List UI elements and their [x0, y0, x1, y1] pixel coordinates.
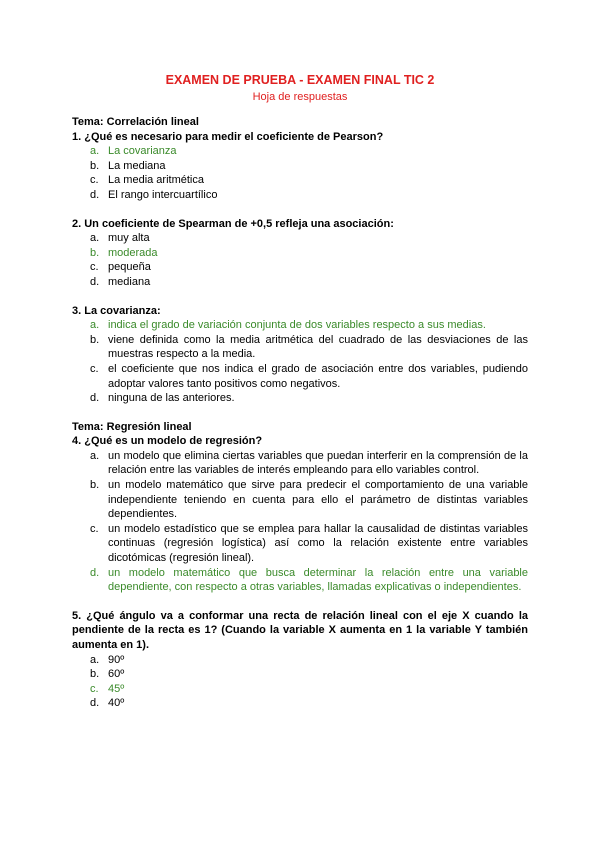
answer-option	[72, 260, 528, 275]
option-text: ninguna de las anteriores.	[108, 392, 235, 405]
topic-heading: Tema: Correlación lineal	[72, 116, 199, 128]
option-text: un modelo matemático que sirve para predecir el comportamiento de una variable independiente teniendo en cuenta para ello el parámetro de distintas variables dependientes.	[108, 479, 528, 521]
option-letter: c.	[90, 174, 99, 187]
option-text: El rango intercuartílico	[108, 188, 218, 201]
answer-option	[72, 173, 528, 188]
question-text: 3. La covarianza:	[72, 304, 161, 317]
answer-option-correct	[72, 144, 528, 159]
option-text: La mediana	[108, 159, 166, 172]
question-text: 2. Un coeficiente de Spearman de +0,5 refleja una asociación:	[72, 217, 394, 230]
option-text: muy alta	[108, 232, 150, 245]
option-letter: a.	[90, 232, 100, 245]
option-text: un modelo que elimina ciertas variables que puedan interferir en la comprensión de la relación entre las variables de interés empleando para ello variables control.	[108, 449, 528, 477]
answer-option	[72, 522, 528, 566]
option-letter: d.	[90, 392, 100, 405]
question-text: 4. ¿Qué es un modelo de regresión?	[72, 435, 263, 448]
answer-option	[72, 653, 528, 668]
option-letter: c.	[90, 362, 99, 375]
answer-option	[72, 667, 528, 682]
question-group-correlation	[72, 130, 528, 406]
question-block	[72, 434, 528, 595]
option-text: el coeficiente que nos indica el grado de asociación entre dos variables, pudiendo adoptar valores tanto positivos como negativos.	[108, 362, 528, 390]
option-text: 90º	[108, 653, 125, 666]
answer-option-correct	[72, 246, 528, 261]
answer-options	[72, 231, 528, 289]
topic-heading: Tema: Regresión lineal	[72, 420, 192, 433]
question-text: 1. ¿Qué es necesario para medir el coeficiente de Pearson?	[72, 130, 384, 143]
option-text: La media aritmética	[108, 174, 204, 187]
option-letter: d.	[90, 566, 100, 579]
answer-options	[72, 449, 528, 595]
document-body	[72, 115, 528, 725]
answer-option	[72, 159, 528, 174]
answer-option	[72, 478, 528, 522]
option-text: 45º	[108, 682, 125, 695]
question-block	[72, 130, 528, 203]
answer-option	[72, 231, 528, 246]
option-letter: b.	[90, 668, 100, 681]
option-letter: a.	[90, 449, 100, 462]
answer-option	[72, 333, 528, 362]
answer-options	[72, 318, 528, 406]
option-letter: a.	[90, 319, 100, 332]
option-letter: d.	[90, 697, 100, 710]
option-text: mediana	[108, 275, 151, 288]
option-text: viene definida como la media aritmética del cuadrado de las desviaciones de las muestras respecto a la media.	[108, 333, 528, 361]
option-text: un modelo estadístico que se emplea para hallar la causalidad de distintas variables continuas (regresión logística) así como la relación existente entre variables dicotómicas (regresión lineal).	[108, 522, 528, 565]
option-text: indica el grado de variación conjunta de dos variables respecto a sus medias.	[108, 319, 486, 332]
option-letter: b.	[90, 246, 100, 259]
answer-option	[72, 362, 528, 391]
question-block	[72, 304, 528, 406]
answer-option	[72, 696, 528, 711]
document-header	[0, 72, 600, 104]
question-group-regression	[72, 434, 528, 711]
option-text: pequeña	[108, 261, 151, 274]
option-text: moderada	[108, 246, 158, 259]
option-letter: c.	[90, 522, 99, 535]
option-letter: a.	[90, 145, 100, 158]
question-text: 5. ¿Qué ángulo va a conformar una recta de relación lineal con el eje X cuando la pendiente de la recta es 1? (Cuando la variable X aumenta en 1 la variable Y también aumenta en 1).	[72, 609, 528, 651]
question-block	[72, 217, 528, 290]
option-text: La covarianza	[108, 145, 177, 158]
answer-option	[72, 188, 528, 203]
option-letter: d.	[90, 275, 100, 288]
answer-option-correct	[72, 318, 528, 333]
option-letter: a.	[90, 653, 100, 666]
answer-option-correct	[72, 682, 528, 697]
document-title: EXAMEN DE PRUEBA - EXAMEN FINAL TIC 2	[165, 73, 435, 87]
answer-option-correct	[72, 566, 528, 595]
answer-option	[72, 391, 528, 406]
option-letter: b.	[90, 479, 100, 492]
option-letter: b.	[90, 333, 100, 346]
answer-option	[72, 275, 528, 290]
option-letter: c.	[90, 261, 99, 274]
answer-options	[72, 144, 528, 202]
document-subtitle: Hoja de respuestas	[252, 91, 348, 103]
option-text: un modelo matemático que busca determinar la relación entre una variable dependiente, con respecto a otras variables, llamadas explicativas o independientes.	[108, 566, 528, 594]
answer-options	[72, 653, 528, 711]
option-letter: c.	[90, 682, 99, 695]
option-letter: b.	[90, 159, 100, 172]
option-letter: d.	[90, 188, 100, 201]
question-block	[72, 609, 528, 711]
option-text: 60º	[108, 668, 125, 681]
option-text: 40º	[108, 697, 125, 710]
answer-option	[72, 449, 528, 478]
